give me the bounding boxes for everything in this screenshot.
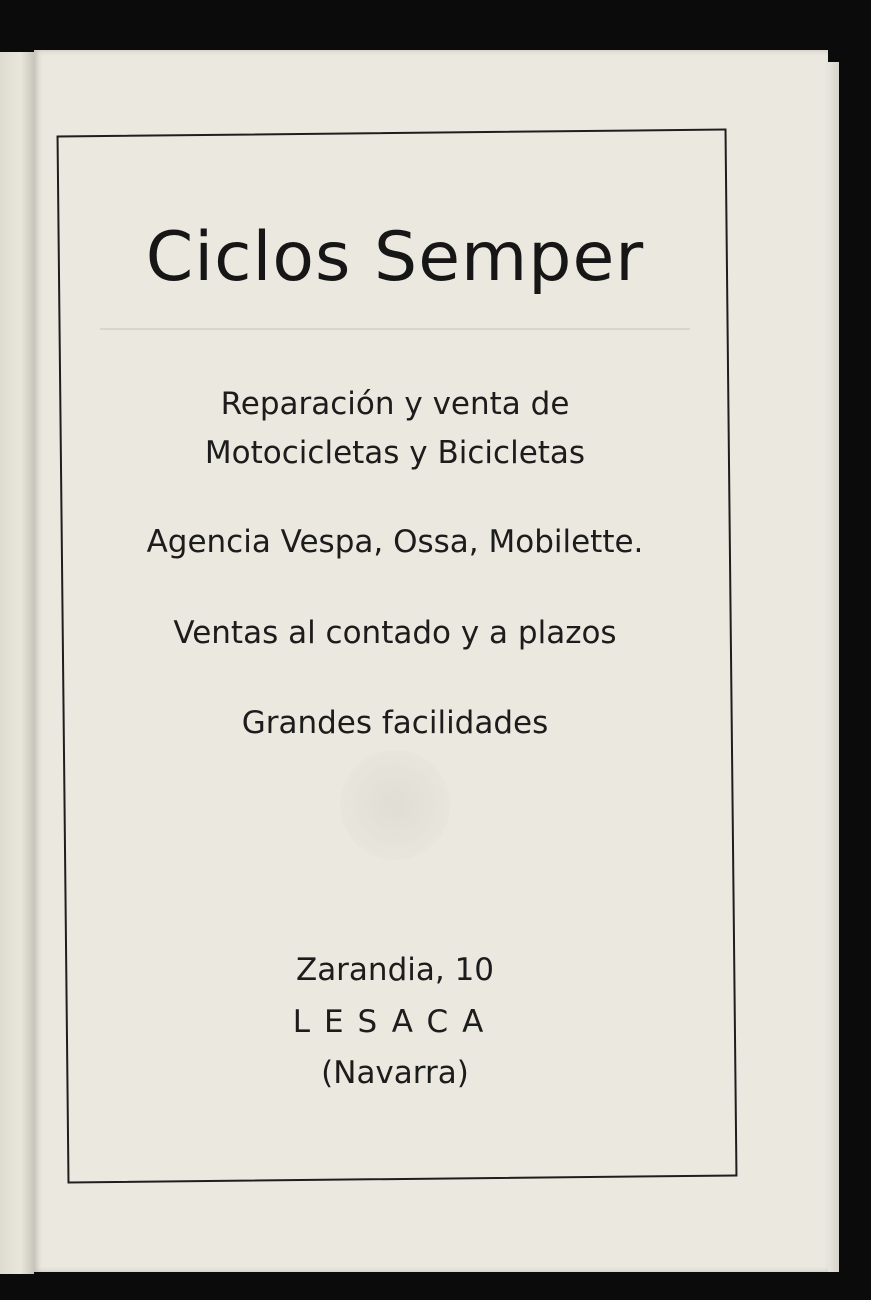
service-line-vehicles: Motocicletas y Bicicletas (204, 435, 586, 471)
address-region: (Navarra) (321, 1055, 469, 1091)
address-town: LESACA (292, 1004, 498, 1040)
advertisement-page (34, 50, 828, 1272)
facing-page-edge (0, 52, 34, 1274)
facilities-line: Grandes facilidades (241, 705, 549, 741)
address-street: Zarandia, 10 (295, 952, 495, 988)
agency-line: Agencia Vespa, Ossa, Mobilette. (146, 524, 644, 560)
payment-line: Ventas al contado y a plazos (173, 615, 617, 651)
business-title: Ciclos Semper (145, 218, 645, 297)
service-line-repair: Reparación y venta de (220, 386, 570, 422)
